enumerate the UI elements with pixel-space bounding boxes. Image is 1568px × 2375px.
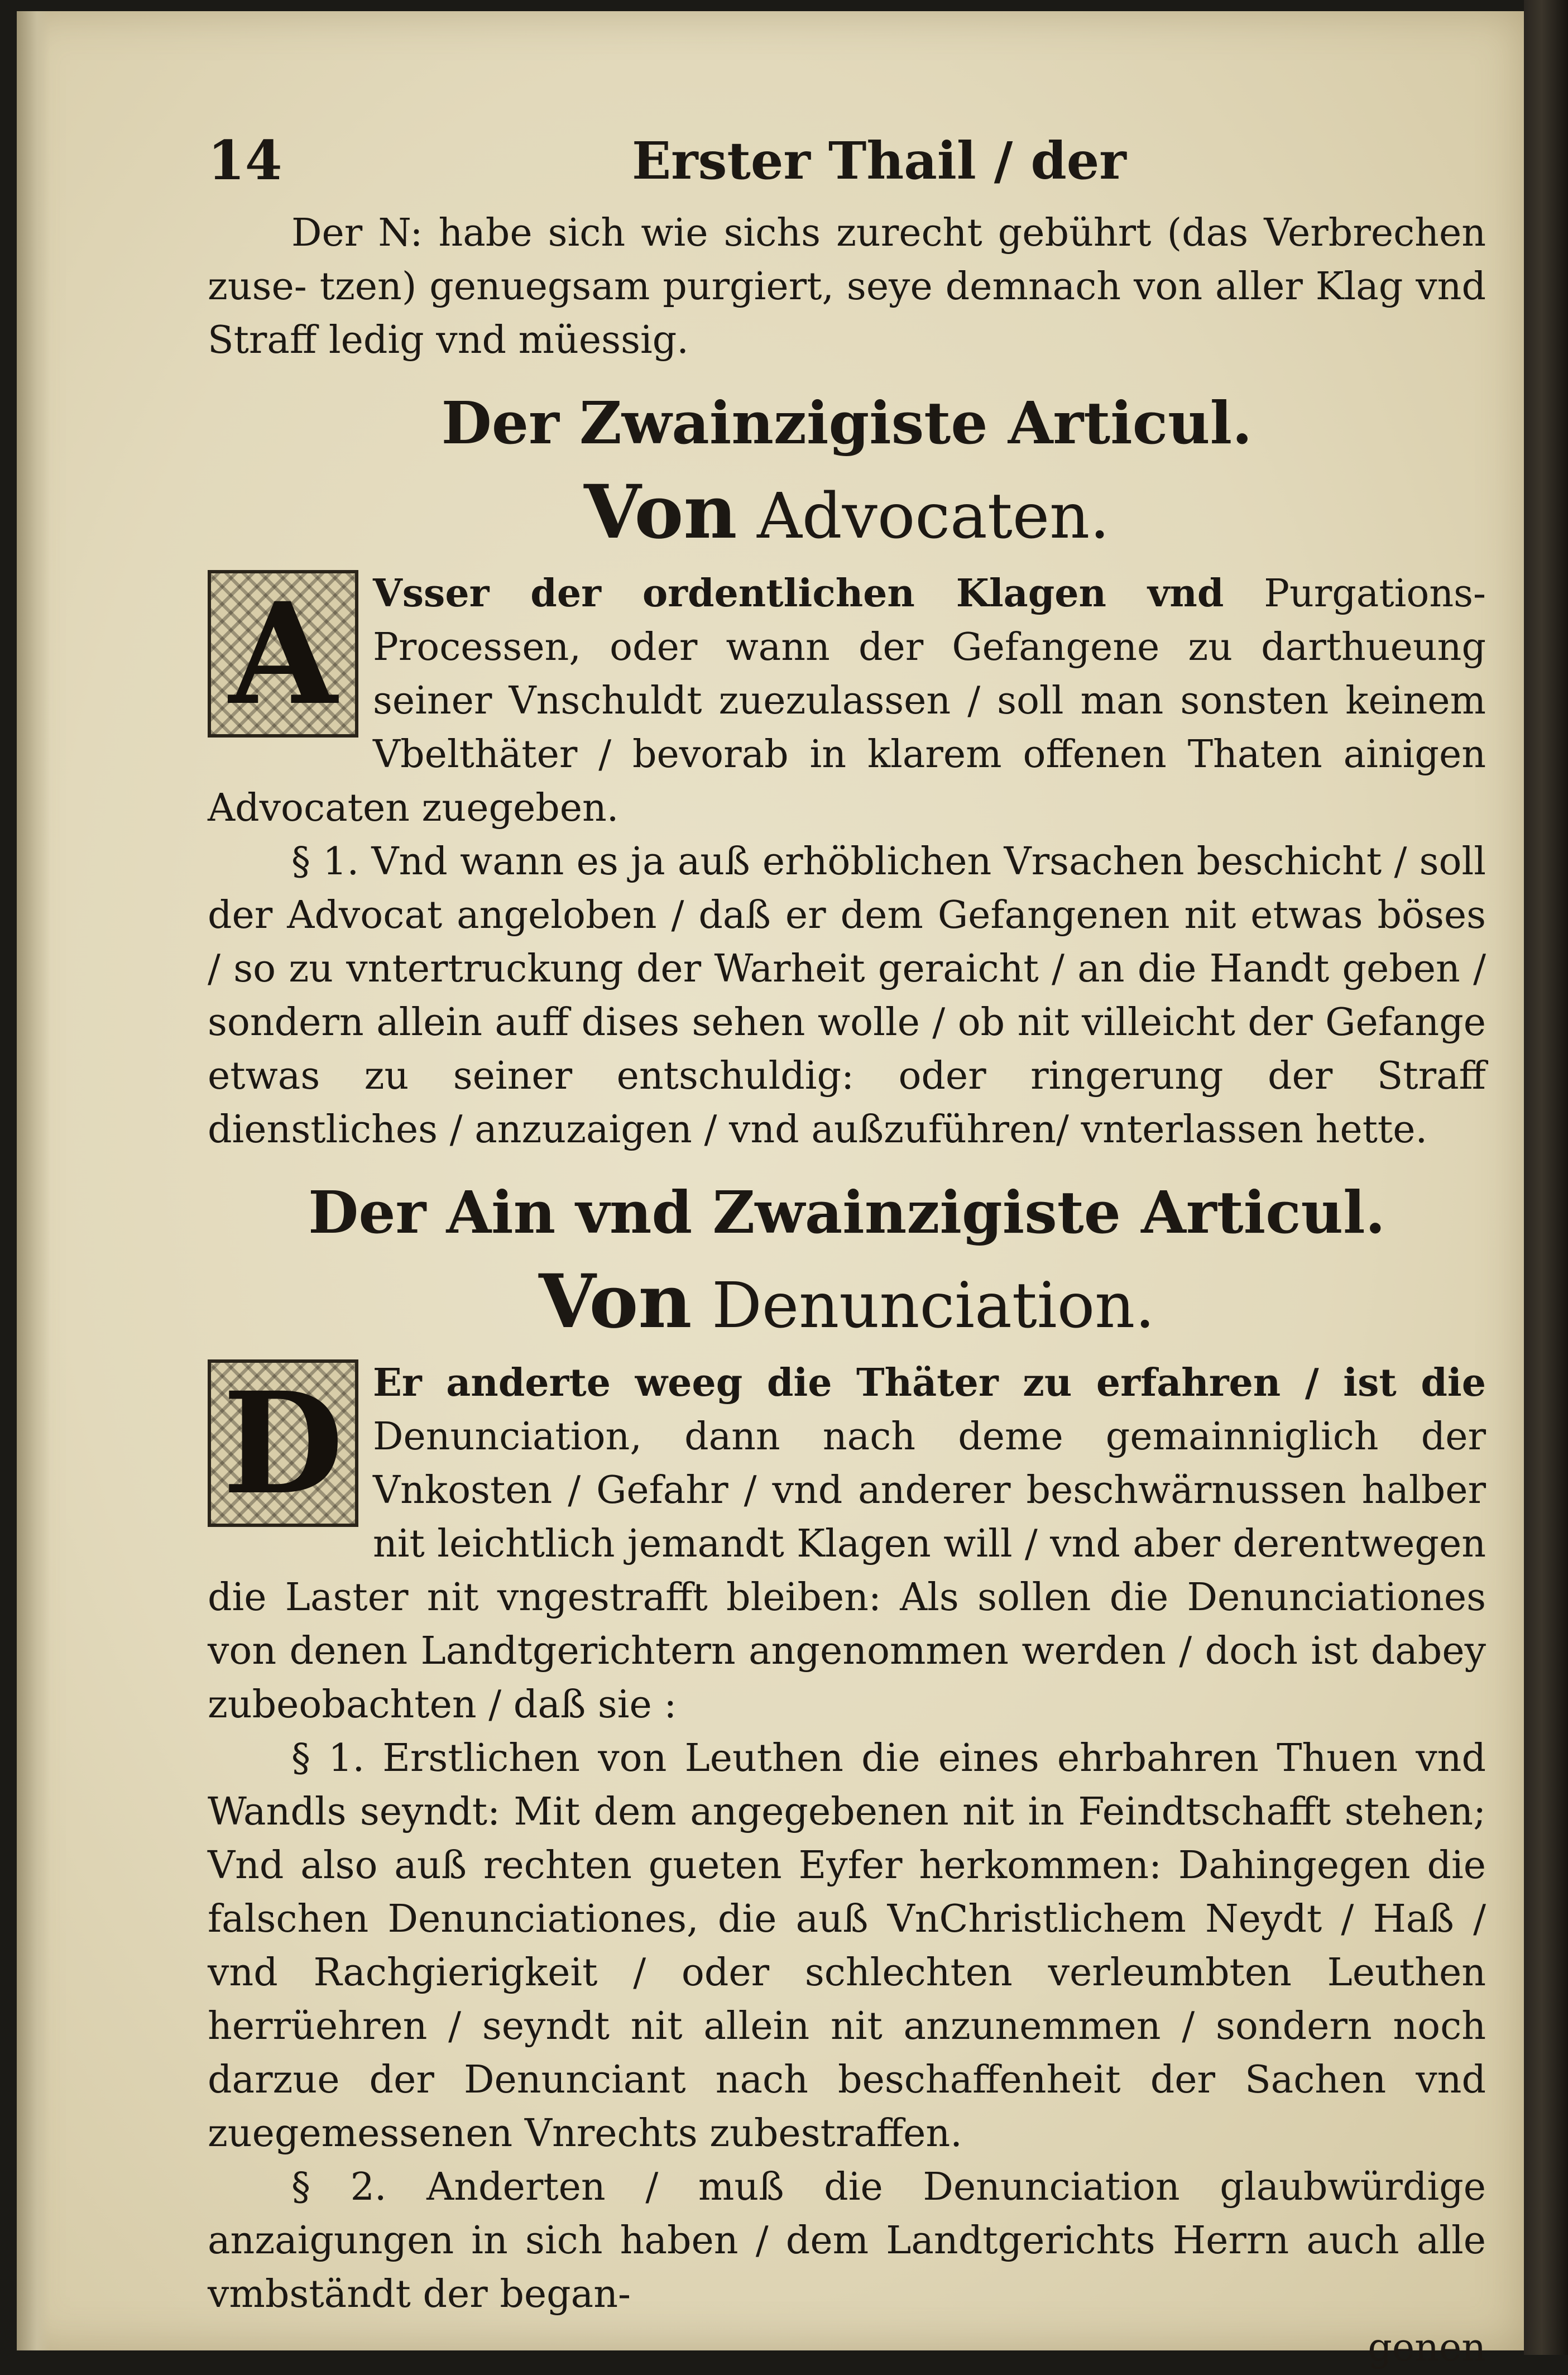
article-paragraph [208,1356,1486,1732]
article-title: Der Zwainzigiste Articul. [441,389,1253,457]
opening-words: Vsser der ordentlichen Klagen vnd [373,571,1224,616]
running-head: Erster Thail / der [632,131,1126,191]
page-header [208,129,1486,207]
section-paragraph: § 1. Erstlichen von Leuthen die eines ehrbahren Thuen vnd Wandls seyndt: Mit dem angegebenen nit in Feindtschafft stehen; Vnd also auß rechten gueten Eyfer herkommen: Dahingegen die falschen Denunciationes, die auß VnChristlichem Neydt / Haß / vnd Rachgierigkeit / oder schlechten verleumbten Leuthen herrüehren / seyndt nit allein nit anzunemmen / sondern noch darzue der Denunciant nach beschaffenheit der Sachen vnd zuegemessenen Vnrechts zubestraffen. [208,1736,1486,2156]
article-subtitle [208,1257,1486,1351]
article-subtitle [208,468,1486,561]
article-paragraph [208,567,1486,835]
subtitle-von: Von [584,469,737,556]
subtitle-text: Denunciation. [712,1270,1155,1342]
intro-paragraph: Der N: habe sich wie sichs zurecht gebührt (das Verbrechen zuse- tzen) genuegsam purgiert, seye demnach von aller Klag vnd Straff ledig vnd müessig. [208,211,1486,362]
section-paragraph: § 1. Vnd wann es ja auß erhöblichen Vrsachen beschicht / soll der Advocat angeloben / daß er dem Gefangenen nit etwas böses / so zu vntertruckung der Warheit geraicht / an die Handt geben / sondern allein auff dises sehen wolle / ob nit villeicht der Gefange etwas zu seiner entschuldig: oder ringerung der Straff dienstliches / anzuzaigen / vnd außzuführen/ vnterlassen hette. [208,840,1486,1152]
page-number: 14 [208,129,282,192]
page-content [208,129,1487,2375]
subtitle-von: Von [539,1258,692,1345]
opening-words: Er anderte weeg die Thäter zu erfahren / ist die [373,1361,1486,1405]
paragraph-text: Denunciation, dann nach deme gemainniglich der Vnkosten / Gefahr / vnd anderer beschwärnussen halber nit leichtlich jemandt Klagen will / vnd aber derentwegen die Laster nit vngestrafft bleiben: Als sollen die Denunciationes von denen Landtgerichtern angenommen werden / doch ist dabey zubeobachten / daß sie : [208,1415,1486,1727]
ornamental-initial: D [208,1359,358,1527]
paragraph-text: Purgations-Processen, oder wann der Gefangene zu darthueung seiner Vnschuldt zuezulassen / soll man sonsten keinem Vbelthäter / bevorab in klarem offenen Thaten ainigen Advocaten zuegeben. [208,572,1487,830]
page-gutter [17,11,50,2350]
article-title: Der Ain vnd Zwainzigiste Articul. [308,1178,1385,1247]
catchword: genen [1368,2326,1486,2370]
section-paragraph: § 2. Anderten / muß die Denunciation glaubwürdige anzaigungen in sich haben / dem Landtgerichts Herrn auch alle vmbständt der began- [208,2165,1486,2316]
subtitle-text: Advocaten. [757,480,1110,553]
ornamental-initial: A [208,570,358,738]
page-edge [1524,0,1568,2355]
